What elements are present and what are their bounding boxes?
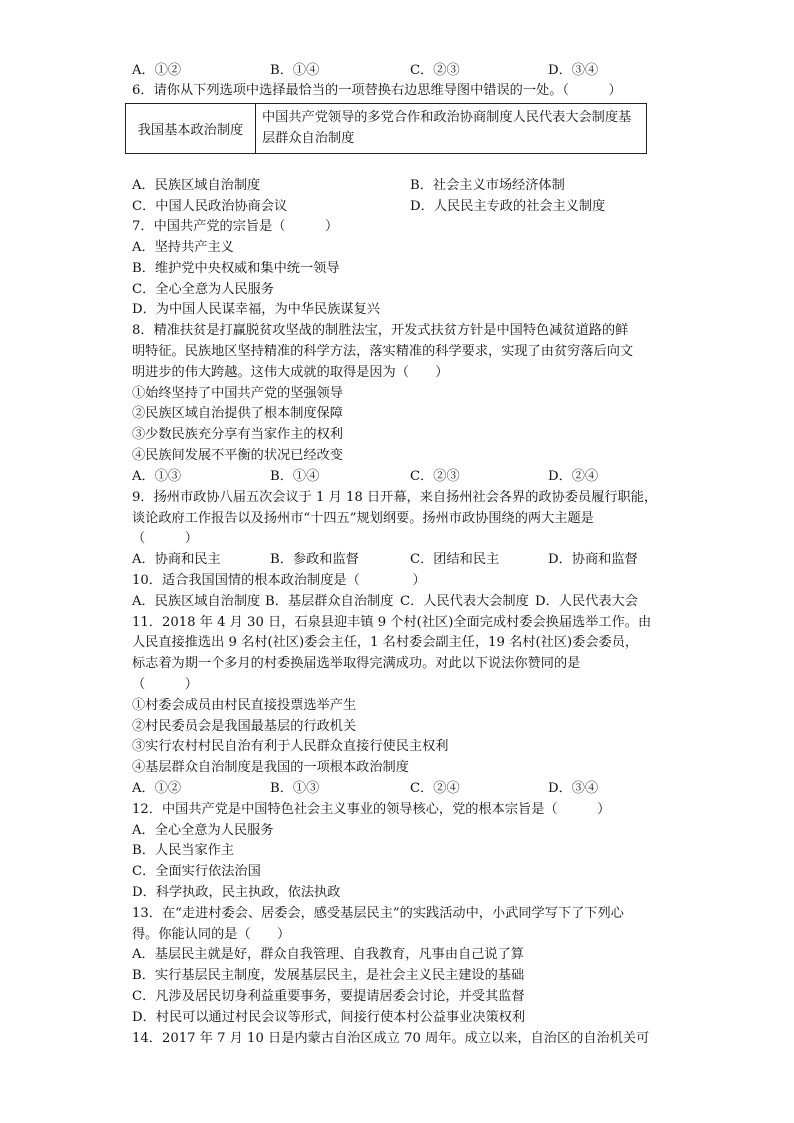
q6-stem: 6．请你从下列选项中选择最恰当的一项替换右边思维导图中错误的一处。（ ） [132, 83, 622, 98]
q10-option-d: D．人民代表大会 [535, 594, 638, 609]
q8-item-1: ①始终坚持了中国共产党的坚强领导 [132, 386, 343, 401]
q5-option-c: C．②③ [410, 63, 460, 78]
q8-stem-line2: 明特征。民族地区坚持精准的科学方法，落实精准的科学要求，实现了由贫穷落后向文 [132, 344, 634, 359]
q7-option-a: A．坚持共产主义 [132, 240, 234, 255]
q12-option-a: A．全心全意为人民服务 [132, 823, 274, 838]
q8-option-d: D．②④ [548, 469, 599, 484]
q11-item-4: ④基层群众自治制度是我国的一项根本政治制度 [132, 760, 409, 775]
q12-option-b: B．人民当家作主 [132, 843, 235, 858]
q6-table-right: 中国共产党领导的多党合作和政治协商制度人民代表大会制度基层群众自治制度 [262, 110, 632, 146]
q11-option-b: B．①③ [270, 781, 320, 796]
q8-item-2: ②民族区域自治提供了根本制度保障 [132, 406, 343, 421]
q6-option-c: C．中国人民政治协商会议 [132, 199, 288, 214]
q12-option-d: D．科学执政，民主执政，依法执政 [132, 885, 341, 900]
q8-option-b: B．①④ [270, 469, 320, 484]
q11-stem-line2: 人民直接推选出 9 名村(社区)委会主任，1 名村委会副主任，19 名村(社区)委会委员， [132, 635, 639, 650]
q11-option-c: C．②④ [410, 781, 460, 796]
q9-stem-line2: 谈论政府工作报告以及扬州市“十四五”规划纲要。扬州市政协围绕的两大主题是 [132, 511, 594, 526]
q11-option-d: D．③④ [548, 781, 599, 796]
q13-option-d: D．村民可以通过村民会议等形式，间接行使本村公益事业决策权利 [132, 1010, 526, 1025]
q10-stem: 10．适合我国国情的根本政治制度是（ ） [132, 573, 426, 588]
q9-stem-line3: （ ） [132, 531, 198, 546]
q6-table-left: 我国基本政治制度 [126, 104, 256, 153]
q12-stem: 12．中国共产党是中国特色社会主义事业的领导核心，党的根本宗旨是（ ） [132, 802, 611, 817]
q8-option-c: C．②③ [410, 469, 460, 484]
q7-option-b: B．维护党中央权威和集中统一领导 [132, 261, 340, 276]
q9-option-c: C．团结和民主 [410, 552, 500, 567]
q11-item-2: ②村民委员会是我国最基层的行政机关 [132, 719, 357, 734]
q11-item-1: ①村委会成员由村民直接投票选举产生 [132, 698, 357, 713]
q13-option-a: A．基层民主就是好，群众自我管理、自我教育，凡事由自己说了算 [132, 947, 524, 962]
q11-item-3: ③实行农村村民自治有利于人民群众直接行使民主权利 [132, 739, 449, 754]
q8-stem-line3: 明进步的伟大跨越。这伟大成就的取得是因为（ ） [132, 365, 449, 380]
q9-stem-line1: 9．扬州市政协八届五次会议于 1 月 18 日开幕，来自扬州社会各界的政协委员履行职能， [132, 490, 658, 505]
q8-item-3: ③少数民族充分享有当家作主的权利 [132, 427, 343, 442]
q6-option-b: B．社会主义市场经济体制 [410, 178, 565, 193]
q10-option-c: C．人民代表大会制度 [400, 594, 529, 609]
q8-stem-line1: 8．精准扶贫是打赢脱贫攻坚战的制胜法宝，开发式扶贫方针是中国特色减贫道路的鲜 [132, 323, 629, 338]
q11-stem-line4: （ ） [132, 677, 198, 692]
q7-option-c: C．全心全意为人民服务 [132, 282, 274, 297]
q6-option-d: D．人民民主专政的社会主义制度 [410, 199, 606, 214]
q12-option-c: C．全面实行依法治国 [132, 864, 261, 879]
q13-option-b: B．实行基层民主制度，发展基层民主，是社会主义民主建设的基础 [132, 968, 525, 983]
q9-option-b: B．参政和监督 [270, 552, 359, 567]
q8-item-4: ④民族间发展不平衡的状况已经改变 [132, 448, 343, 463]
q5-option-d: D．③④ [548, 63, 599, 78]
q7-stem: 7．中国共产党的宗旨是（ ） [132, 219, 339, 234]
q10-option-b: B．基层群众自治制度 [265, 594, 394, 609]
q8-option-a: A．①③ [132, 469, 182, 484]
q13-option-c: C．凡涉及居民切身利益重要事务，要提请居委会讨论，并受其监督 [132, 989, 525, 1004]
q5-option-b: B．①④ [270, 63, 320, 78]
q9-option-a: A．协商和民主 [132, 552, 221, 567]
q11-option-a: A．①② [132, 781, 182, 796]
q11-stem-line3: 标志着为期一个多月的村委换届选举取得完满成功。对此以下说法你赞同的是 [132, 656, 581, 671]
q10-option-a: A．民族区域自治制度 [132, 594, 261, 609]
q14-stem: 14．2017 年 7 月 10 日是内蒙古自治区成立 70 周年。成立以来，自治区的自治机关可 [132, 1031, 650, 1046]
q6-mindmap-table [125, 103, 647, 154]
q11-stem-line1: 11．2018 年 4 月 30 日，石泉县迎丰镇 9 个村(社区)全面完成村委会换届选举工作。由 [132, 615, 652, 630]
q9-option-d: D．协商和监督 [548, 552, 638, 567]
q7-option-d: D．为中国人民谋幸福，为中华民族谋复兴 [132, 302, 380, 317]
q6-option-a: A．民族区域自治制度 [132, 178, 261, 193]
q5-option-a: A．①② [132, 63, 182, 78]
q13-stem-line2: 得。你能认同的是（ ） [132, 927, 291, 942]
q13-stem-line1: 13．在“走进村委会、居委会，感受基层民主”的实践活动中，小武同学写下了下列心 [132, 906, 624, 921]
